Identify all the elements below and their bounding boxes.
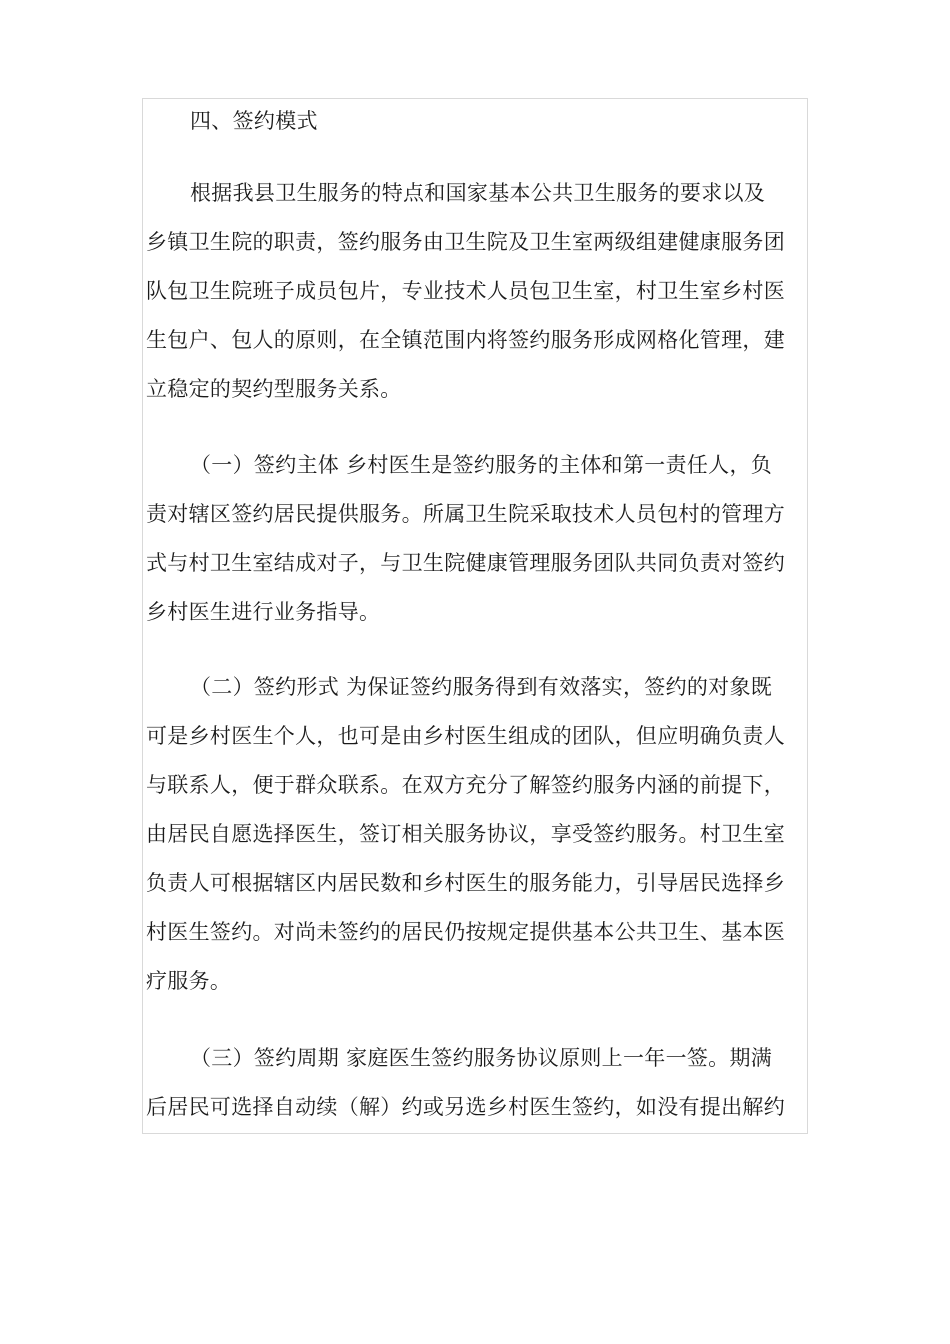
paragraph-line: 负责人可根据辖区内居民数和乡村医生的服务能力，引导居民选择乡 — [146, 871, 785, 895]
paragraph-line: 立稳定的契约型服务关系。 — [146, 377, 402, 401]
paragraph-line: 可是乡村医生个人，也可是由乡村医生组成的团队，但应明确负责人 — [146, 724, 785, 748]
paragraph-line: （二）签约形式 为保证签约服务得到有效落实，签约的对象既 — [190, 675, 773, 699]
paragraph-sign-period — [146, 1034, 816, 1132]
paragraph-sign-mode — [146, 169, 816, 414]
paragraph-line: 根据我县卫生服务的特点和国家基本公共卫生服务的要求以及 — [190, 181, 766, 205]
paragraph-line: 式与村卫生室结成对子，与卫生院健康管理服务团队共同负责对签约 — [146, 551, 785, 575]
paragraph-line: 后居民可选择自动续（解）约或另选乡村医生签约，如没有提出解约 — [146, 1095, 785, 1119]
paragraph-line: 队包卫生院班子成员包片，专业技术人员包卫生室，村卫生室乡村医 — [146, 279, 785, 303]
heading-text: 四、签约模式 — [190, 109, 318, 133]
paragraph-line: 责对辖区签约居民提供服务。所属卫生院采取技术人员包村的管理方 — [146, 502, 785, 526]
paragraph-line: 乡村医生进行业务指导。 — [146, 600, 381, 624]
paragraph-line: 疗服务。 — [146, 969, 232, 993]
paragraph-line: 生包户、包人的原则，在全镇范围内将签约服务形成网格化管理，建 — [146, 328, 785, 352]
paragraph-line: （一）签约主体 乡村医生是签约服务的主体和第一责任人，负 — [190, 453, 773, 477]
paragraph-sign-subject — [146, 441, 816, 637]
paragraph-sign-form — [146, 663, 816, 1006]
paragraph-line: 由居民自愿选择医生，签订相关服务协议，享受签约服务。村卫生室 — [146, 822, 785, 846]
paragraph-line: 村医生签约。对尚未签约的居民仍按规定提供基本公共卫生、基本医 — [146, 920, 785, 944]
section-heading — [146, 97, 816, 146]
paragraph-line: 与联系人，便于群众联系。在双方充分了解签约服务内涵的前提下， — [146, 773, 785, 797]
paragraph-line: 乡镇卫生院的职责，签约服务由卫生院及卫生室两级组建健康服务团 — [146, 230, 785, 254]
paragraph-line: （三）签约周期 家庭医生签约服务协议原则上一年一签。期满 — [190, 1046, 773, 1070]
